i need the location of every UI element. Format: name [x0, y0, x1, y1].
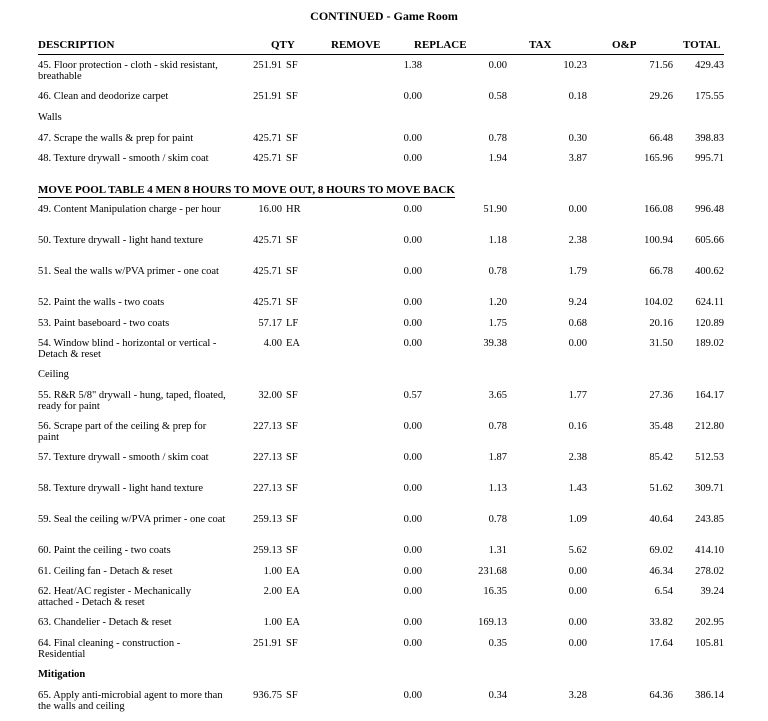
table-header — [38, 38, 724, 55]
item-unit: SF — [286, 153, 298, 164]
item-qty: 425.71 — [253, 266, 282, 277]
table-row — [38, 297, 724, 318]
item-unit: SF — [286, 483, 298, 494]
item-remove: 0.57 — [403, 390, 422, 401]
item-remove: 0.00 — [403, 452, 422, 463]
item-unit: SF — [286, 689, 298, 701]
item-tax: 3.87 — [568, 153, 587, 164]
item-unit: HR — [286, 204, 301, 215]
item-total: 605.66 — [695, 235, 724, 246]
item-description: 46. Clean and deodorize carpet — [38, 91, 169, 102]
item-op: 166.08 — [644, 204, 673, 215]
item-total: 429.43 — [695, 60, 724, 71]
item-qty: 425.71 — [253, 297, 282, 308]
item-unit: SF — [286, 637, 298, 649]
item-description: 62. Heat/AC register - Mechanically attached - Detach & reset — [38, 586, 192, 608]
item-remove: 0.00 — [403, 297, 422, 308]
item-total: 278.02 — [695, 565, 724, 577]
item-qty: 425.71 — [253, 132, 282, 144]
item-total: 624.11 — [695, 297, 724, 308]
item-replace: 0.78 — [488, 514, 507, 525]
header-remove: REMOVE — [331, 39, 381, 51]
item-op: 51.62 — [649, 483, 673, 494]
item-qty: 32.00 — [258, 390, 282, 401]
table-row — [38, 266, 724, 297]
table-row — [38, 638, 724, 669]
item-remove: 0.00 — [403, 204, 422, 215]
item-description: 45. Floor protection - cloth - skid resistant, breathable — [38, 60, 218, 82]
item-tax: 9.24 — [568, 297, 587, 308]
item-total: 309.71 — [695, 483, 724, 494]
item-description: 56. Scrape part of the ceiling & prep for paint — [38, 421, 207, 443]
table-row — [38, 204, 724, 235]
item-qty: 251.91 — [253, 637, 282, 649]
item-qty: 936.75 — [253, 689, 282, 701]
item-replace: 0.78 — [488, 266, 507, 277]
item-total: 212.80 — [695, 421, 724, 432]
item-remove: 1.38 — [403, 60, 422, 71]
item-description: 59. Seal the ceiling w/PVA primer - one coat — [38, 514, 226, 525]
item-tax: 1.09 — [568, 514, 587, 525]
banner-text: MOVE POOL TABLE 4 MEN 8 HOURS TO MOVE OUT, 8 HOURS TO MOVE BACK — [38, 184, 455, 196]
item-replace: 0.78 — [488, 421, 507, 432]
item-total: 243.85 — [695, 514, 724, 525]
header-total: TOTAL — [683, 39, 721, 51]
item-description: 54. Window blind - horizontal or vertical - Detach & reset — [38, 338, 217, 360]
table-row — [38, 338, 724, 369]
item-replace: 0.35 — [488, 637, 507, 649]
item-qty: 227.13 — [253, 483, 282, 494]
item-tax: 3.28 — [568, 689, 587, 701]
item-op: 17.64 — [649, 637, 673, 649]
item-total: 995.71 — [695, 153, 724, 164]
item-replace: 0.78 — [488, 132, 507, 144]
item-unit: SF — [286, 297, 298, 308]
item-qty: 227.13 — [253, 421, 282, 432]
item-op: 66.48 — [649, 132, 673, 144]
item-replace: 0.58 — [488, 91, 507, 102]
item-total: 996.48 — [695, 204, 724, 215]
item-replace: 231.68 — [478, 565, 507, 577]
item-qty: 259.13 — [253, 514, 282, 525]
item-description: 51. Seal the walls w/PVA primer - one coat — [38, 266, 219, 277]
item-op: 33.82 — [649, 617, 673, 628]
item-op: 165.96 — [644, 153, 673, 164]
item-description: 58. Texture drywall - light hand texture — [38, 483, 203, 494]
table-row — [38, 483, 724, 514]
table-row — [38, 514, 724, 545]
item-qty: 2.00 — [263, 586, 282, 597]
item-remove: 0.00 — [403, 514, 422, 525]
item-unit: SF — [286, 60, 298, 71]
section-heading: Mitigation — [38, 668, 86, 680]
item-tax: 1.77 — [568, 390, 587, 401]
item-description: 50. Texture drywall - light hand texture — [38, 235, 203, 246]
item-op: 40.64 — [649, 514, 673, 525]
table-row — [38, 566, 724, 587]
item-remove: 0.00 — [403, 153, 422, 164]
item-unit: SF — [286, 266, 298, 277]
item-tax: 2.38 — [568, 235, 587, 246]
item-unit: EA — [286, 338, 300, 349]
item-remove: 0.00 — [403, 317, 422, 329]
item-tax: 0.16 — [568, 421, 587, 432]
item-unit: SF — [286, 91, 298, 102]
item-tax: 0.00 — [568, 637, 587, 649]
item-description: 60. Paint the ceiling - two coats — [38, 545, 171, 556]
item-unit: EA — [286, 586, 300, 597]
table-row — [38, 617, 724, 638]
item-replace: 1.20 — [488, 297, 507, 308]
item-remove: 0.00 — [403, 565, 422, 577]
item-op: 100.94 — [644, 235, 673, 246]
item-tax: 0.68 — [568, 317, 587, 329]
item-replace: 1.18 — [488, 235, 507, 246]
table-row — [38, 452, 724, 483]
item-total: 189.02 — [695, 338, 724, 349]
table-row — [38, 586, 724, 617]
item-op: 27.36 — [649, 390, 673, 401]
item-remove: 0.00 — [403, 637, 422, 649]
item-op: 104.02 — [644, 297, 673, 308]
item-replace: 0.00 — [488, 60, 507, 71]
table-row — [38, 235, 724, 266]
line-items — [38, 60, 724, 721]
table-row — [38, 318, 724, 339]
item-description: 64. Final cleaning - construction - Residential — [38, 637, 181, 660]
table-row — [38, 133, 724, 154]
item-tax: 1.43 — [568, 483, 587, 494]
item-remove: 0.00 — [403, 338, 422, 349]
item-remove: 0.00 — [403, 235, 422, 246]
item-remove: 0.00 — [403, 545, 422, 556]
item-description: 65. Apply anti-microbial agent to more than the walls and ceiling — [38, 689, 223, 712]
section-banner — [38, 184, 724, 204]
table-row — [38, 91, 724, 112]
item-tax: 0.30 — [568, 132, 587, 144]
item-replace: 3.65 — [488, 390, 507, 401]
item-description: 49. Content Manipulation charge - per hour — [38, 204, 221, 215]
item-qty: 1.00 — [263, 617, 282, 628]
item-remove: 0.00 — [403, 266, 422, 277]
item-op: 31.50 — [649, 338, 673, 349]
table-row — [38, 421, 724, 452]
table-row — [38, 390, 724, 421]
header-replace: REPLACE — [414, 39, 467, 51]
item-qty: 227.13 — [253, 452, 282, 463]
item-op: 46.34 — [649, 565, 673, 577]
item-tax: 1.79 — [568, 266, 587, 277]
item-description: 47. Scrape the walls & prep for paint — [38, 132, 194, 144]
item-unit: SF — [286, 514, 298, 525]
item-description: 48. Texture drywall - smooth / skim coat — [38, 153, 209, 164]
item-tax: 2.38 — [568, 452, 587, 463]
item-op: 35.48 — [649, 421, 673, 432]
item-replace: 1.31 — [488, 545, 507, 556]
item-description: 61. Ceiling fan - Detach & reset — [38, 565, 173, 577]
item-tax: 0.00 — [568, 617, 587, 628]
table-row — [38, 545, 724, 566]
item-remove: 0.00 — [403, 617, 422, 628]
item-replace: 0.34 — [488, 689, 507, 701]
item-tax: 0.00 — [568, 565, 587, 577]
item-op: 6.54 — [654, 586, 673, 597]
item-unit: EA — [286, 617, 300, 628]
item-remove: 0.00 — [403, 689, 422, 701]
item-qty: 4.00 — [263, 338, 282, 349]
page-title: CONTINUED - Game Room — [310, 9, 458, 23]
item-remove: 0.00 — [403, 132, 422, 144]
item-remove: 0.00 — [403, 483, 422, 494]
item-tax: 0.00 — [568, 586, 587, 597]
table-row — [38, 60, 724, 91]
item-total: 120.89 — [695, 317, 724, 329]
item-unit: SF — [286, 421, 298, 432]
item-description: 57. Texture drywall - smooth / skim coat — [38, 452, 209, 463]
item-replace: 39.38 — [483, 338, 507, 349]
item-tax: 5.62 — [568, 545, 587, 556]
item-total: 398.83 — [695, 132, 724, 144]
item-op: 20.16 — [649, 317, 673, 329]
section-heading: Ceiling — [38, 369, 69, 380]
item-replace: 1.87 — [488, 452, 507, 463]
table-row — [38, 153, 724, 184]
item-total: 164.17 — [695, 390, 724, 401]
item-qty: 1.00 — [263, 565, 282, 577]
header-qty: QTY — [271, 39, 295, 51]
item-total: 105.81 — [695, 637, 724, 649]
item-op: 85.42 — [649, 452, 673, 463]
item-remove: 0.00 — [403, 91, 422, 102]
item-replace: 169.13 — [478, 617, 507, 628]
item-description: 63. Chandelier - Detach & reset — [38, 617, 172, 628]
item-unit: SF — [286, 390, 298, 401]
item-qty: 425.71 — [253, 235, 282, 246]
item-total: 414.10 — [695, 545, 724, 556]
item-tax: 0.00 — [568, 338, 587, 349]
header-op: O&P — [612, 39, 637, 51]
item-replace: 1.75 — [488, 317, 507, 329]
item-description: 53. Paint baseboard - two coats — [38, 317, 170, 329]
item-qty: 259.13 — [253, 545, 282, 556]
item-replace: 51.90 — [483, 204, 507, 215]
item-remove: 0.00 — [403, 421, 422, 432]
item-tax: 0.00 — [568, 204, 587, 215]
item-total: 400.62 — [695, 266, 724, 277]
item-tax: 0.18 — [568, 91, 587, 102]
item-op: 64.36 — [649, 689, 673, 701]
item-description: 55. R&R 5/8" drywall - hung, taped, floated, ready for paint — [38, 390, 226, 412]
item-unit: SF — [286, 452, 298, 463]
header-description: DESCRIPTION — [38, 39, 115, 51]
item-unit: SF — [286, 235, 298, 246]
item-unit: LF — [286, 317, 299, 329]
item-tax: 10.23 — [563, 60, 587, 71]
item-total: 202.95 — [695, 617, 724, 628]
item-qty: 251.91 — [253, 60, 282, 71]
item-unit: SF — [286, 545, 298, 556]
item-total: 386.14 — [695, 689, 724, 701]
item-qty: 425.71 — [253, 153, 282, 164]
item-description: 52. Paint the walls - two coats — [38, 297, 165, 308]
item-qty: 251.91 — [253, 91, 282, 102]
item-remove: 0.00 — [403, 586, 422, 597]
header-tax: TAX — [529, 39, 552, 51]
item-op: 29.26 — [649, 91, 673, 102]
section-heading: Walls — [38, 111, 62, 123]
table-row — [38, 690, 724, 721]
item-total: 39.24 — [700, 586, 724, 597]
item-replace: 1.94 — [488, 153, 507, 164]
item-op: 69.02 — [649, 545, 673, 556]
item-replace: 16.35 — [483, 586, 507, 597]
item-unit: EA — [286, 565, 300, 577]
item-total: 175.55 — [695, 91, 724, 102]
item-qty: 57.17 — [258, 317, 282, 329]
item-replace: 1.13 — [488, 483, 507, 494]
item-op: 66.78 — [649, 266, 673, 277]
item-op: 71.56 — [649, 60, 673, 71]
item-total: 512.53 — [695, 452, 724, 463]
item-unit: SF — [286, 132, 298, 144]
item-qty: 16.00 — [258, 204, 282, 215]
